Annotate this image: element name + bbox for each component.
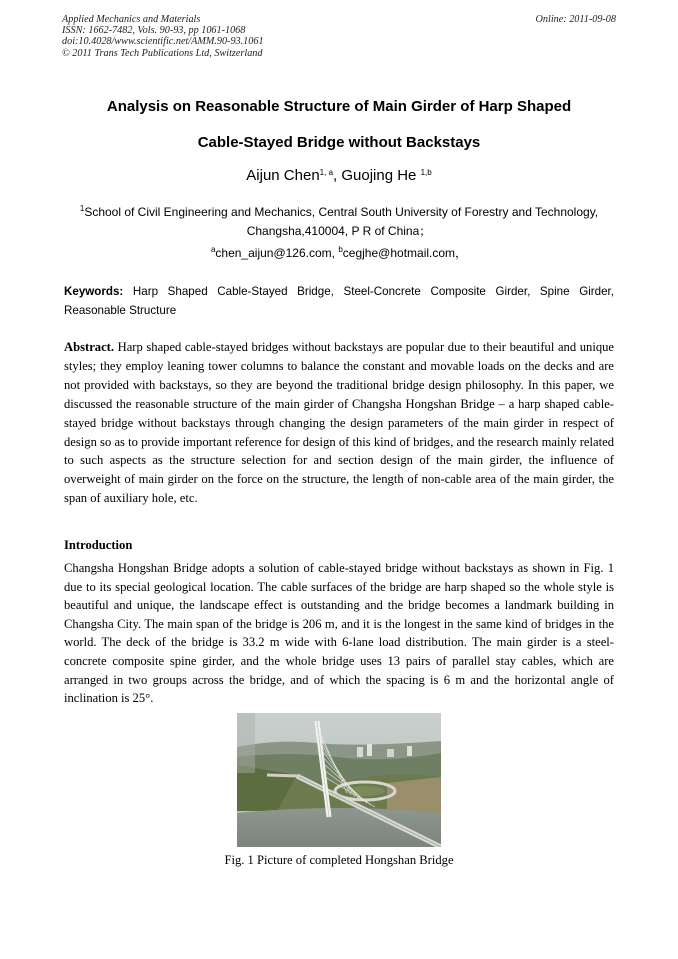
title-line-1: Analysis on Reasonable Structure of Main Girder of Harp Shaped [106, 98, 572, 115]
affiliation [62, 203, 616, 241]
issn-line: ISSN: 1662-7482, Vols. 90-93, pp 1061-1068 [62, 25, 246, 37]
email-b-sup: b [338, 245, 343, 254]
copyright-line: © 2011 Trans Tech Publications Ltd, Switzerland [62, 47, 263, 59]
bridge-photo [237, 713, 441, 847]
keywords-text: Harp Shaped Cable-Stayed Bridge, Steel-Concrete Composite Girder, Spine Girder, Reasonable Structure [64, 285, 614, 317]
abstract-text: Harp shaped cable-stayed bridges without backstays are popular due to their beautiful and unique styles; they employ leaning tower columns to balance the constant and movable loads on the decks and are not provided with backstays, so they are beyond the traditional bridge design philosophy. In this paper, we discussed the reasonable structure of the main girder of Changsha Hongshan Bridge – a harp shaped cable-stayed bridge without backstays through changing the design parameters of the main girder in respect of design so as to provide important reference for design of this kind of bridges, and the research mainly related to such aspects as the structure selection for and section design of the main girder, the influence of overweight of main girder on the force on the structure, the length of non-cable area of the main girder, the span of auxiliary hole, etc. [64, 340, 614, 506]
author-1-sup: 1, a [319, 168, 334, 177]
author-emails [0, 244, 678, 261]
email-a: chen_aijun@126.com, [215, 246, 339, 260]
author-1-name: Aijun Chen [246, 167, 320, 184]
journal-name: Applied Mechanics and Materials [62, 14, 201, 25]
introduction-heading: Introduction [64, 538, 133, 552]
journal-header [62, 14, 264, 59]
author-2-sup: 1,b [420, 168, 432, 177]
figure-caption: Fig. 1 Picture of completed Hongshan Bridge [224, 853, 454, 867]
abstract [64, 338, 614, 508]
email-b: cegjhe@hotmail.com， [342, 246, 468, 260]
author-2-name: Guojing He [341, 167, 421, 184]
abstract-label: Abstract. [64, 340, 115, 354]
doi-line: doi:10.4028/www.scientific.net/AMM.90-93.1061 [62, 36, 264, 48]
keywords [64, 283, 614, 320]
introduction-text: Changsha Hongshan Bridge adopts a solution of cable-stayed bridge without backstays as shown in Fig. 1 due to its special geological location. The cable surfaces of the bridge are harp shaped so the whole style is beautiful and unique, the landscape effect is outstanding and the bridge becomes a landmark building in Changsha City. The main span of the bridge is 206 m, and it is the longest in the same kind of bridges in the world. The deck of the bridge is 33.2 m wide with 6-lane load distribution. The main girder is a steel-concrete composite spine girder, and the whole bridge uses 13 pairs of parallel stay cables, which are arranged in two groups across the bridge, and of which the spacing is 6 m and the horizontal angle of inclination is 25°. [64, 561, 614, 706]
affiliation-line-1: School of Civil Engineering and Mechanics, Central South University of Forestry and Technology, [84, 205, 599, 219]
affiliation-line-2: Changsha,410004, P R of China； [246, 224, 432, 238]
keywords-label: Keywords: [64, 285, 124, 298]
online-date: Online: 2011-09-08 [535, 14, 616, 25]
paper-title [40, 89, 638, 161]
authors [0, 167, 678, 184]
author-separator: , [333, 167, 342, 184]
title-line-2: Cable-Stayed Bridge without Backstays [197, 134, 481, 151]
affiliation-sup: 1 [79, 204, 85, 213]
email-a-sup: a [210, 245, 216, 254]
